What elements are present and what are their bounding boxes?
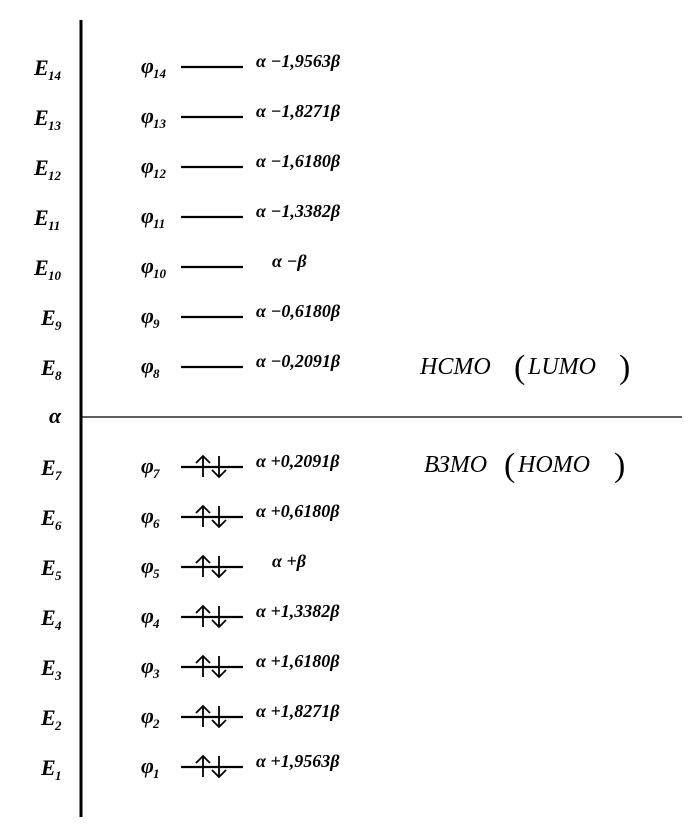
- energy-label: E: [41, 455, 56, 480]
- energy-level-7: [40, 451, 340, 483]
- homo-close-paren: ): [614, 447, 626, 484]
- energy-label: E: [41, 305, 56, 330]
- energy-index: 1: [55, 768, 62, 783]
- energy-level-1: [40, 751, 340, 783]
- orbital-index: 6: [153, 516, 160, 531]
- orbital-label: φ: [141, 753, 154, 778]
- energy-value: α −1,9563β: [256, 51, 341, 71]
- energy-index: 13: [48, 118, 61, 133]
- energy-level-6: [40, 501, 340, 533]
- homo-open-paren: (: [504, 447, 516, 484]
- energy-value: α −β: [272, 251, 307, 271]
- energy-value: α +1,9563β: [256, 751, 340, 771]
- energy-level-2: [40, 701, 340, 733]
- orbital-index: 10: [153, 266, 166, 281]
- orbital-label: φ: [141, 253, 154, 278]
- energy-value: α +0,6180β: [256, 501, 340, 521]
- orbital-index: 14: [153, 66, 166, 81]
- orbital-index: 11: [153, 216, 166, 231]
- orbital-label: φ: [141, 653, 154, 678]
- orbital-label: φ: [141, 453, 154, 478]
- orbital-index: 7: [153, 466, 160, 481]
- energy-index: 14: [48, 68, 61, 83]
- energy-label: E: [34, 255, 49, 280]
- orbital-index: 8: [153, 366, 160, 381]
- orbital-label: φ: [141, 53, 154, 78]
- energy-index: 10: [48, 268, 61, 283]
- energy-index: 2: [55, 718, 62, 733]
- orbital-label: φ: [141, 503, 154, 528]
- homo-alt-name: HOMO: [518, 452, 590, 478]
- lumo-label: [419, 349, 630, 386]
- orbital-index: 5: [153, 566, 160, 581]
- energy-value: α −0,6180β: [256, 301, 341, 321]
- energy-label: E: [34, 205, 49, 230]
- energy-label: E: [41, 755, 56, 780]
- energy-label: E: [34, 55, 49, 80]
- energy-level-4: [40, 601, 340, 633]
- energy-level-11: [33, 201, 341, 233]
- energy-label: E: [34, 155, 49, 180]
- orbital-index: 2: [153, 716, 160, 731]
- homo-label: [424, 447, 625, 484]
- energy-value: α −1,6180β: [256, 151, 341, 171]
- orbital-label: φ: [141, 303, 154, 328]
- energy-index: 5: [55, 568, 62, 583]
- energy-index: 9: [55, 318, 62, 333]
- orbital-index: 3: [153, 666, 160, 681]
- energy-value: α +0,2091β: [256, 451, 340, 471]
- energy-level-3: [40, 651, 340, 683]
- energy-index: 8: [55, 368, 62, 383]
- orbital-index: 4: [153, 616, 160, 631]
- energy-label: E: [41, 605, 56, 630]
- lumo-name: НСМО: [420, 354, 491, 380]
- energy-label: E: [41, 505, 56, 530]
- orbital-label: φ: [141, 203, 154, 228]
- energy-value: α −1,8271β: [256, 101, 341, 121]
- energy-index: 11: [48, 218, 61, 233]
- energy-level-10: [33, 251, 307, 283]
- energy-level-8: [40, 351, 341, 383]
- energy-label: E: [41, 355, 56, 380]
- energy-value: α −0,2091β: [256, 351, 341, 371]
- energy-value: α +1,8271β: [256, 701, 340, 721]
- orbital-index: 12: [153, 166, 166, 181]
- energy-level-14: [33, 51, 341, 83]
- energy-level-13: [33, 101, 341, 133]
- energy-index: 3: [55, 668, 62, 683]
- energy-value: α +β: [272, 551, 306, 571]
- orbital-label: φ: [141, 103, 154, 128]
- homo-name: ВЗМО: [424, 452, 488, 478]
- orbital-label: φ: [141, 553, 154, 578]
- lumo-close-paren: ): [619, 349, 631, 386]
- lumo-alt-name: LUMO: [528, 354, 597, 380]
- energy-index: 7: [55, 468, 62, 483]
- energy-index: 6: [55, 518, 62, 533]
- orbital-label: φ: [141, 353, 154, 378]
- orbital-label: φ: [141, 153, 154, 178]
- energy-label: E: [41, 555, 56, 580]
- energy-level-12: [33, 151, 341, 183]
- lumo-open-paren: (: [514, 349, 526, 386]
- orbital-label: φ: [141, 603, 154, 628]
- energy-label: E: [41, 655, 56, 680]
- alpha-label: α: [49, 403, 62, 428]
- orbital-index: 9: [153, 316, 160, 331]
- energy-value: α +1,3382β: [256, 601, 340, 621]
- energy-index: 4: [55, 618, 62, 633]
- orbital-index: 13: [153, 116, 166, 131]
- energy-label: E: [34, 105, 49, 130]
- energy-index: 12: [48, 168, 61, 183]
- energy-value: α +1,6180β: [256, 651, 340, 671]
- energy-label: E: [41, 705, 56, 730]
- orbital-label: φ: [141, 703, 154, 728]
- energy-value: α −1,3382β: [256, 201, 341, 221]
- energy-level-9: [40, 301, 341, 333]
- orbital-index: 1: [153, 766, 160, 781]
